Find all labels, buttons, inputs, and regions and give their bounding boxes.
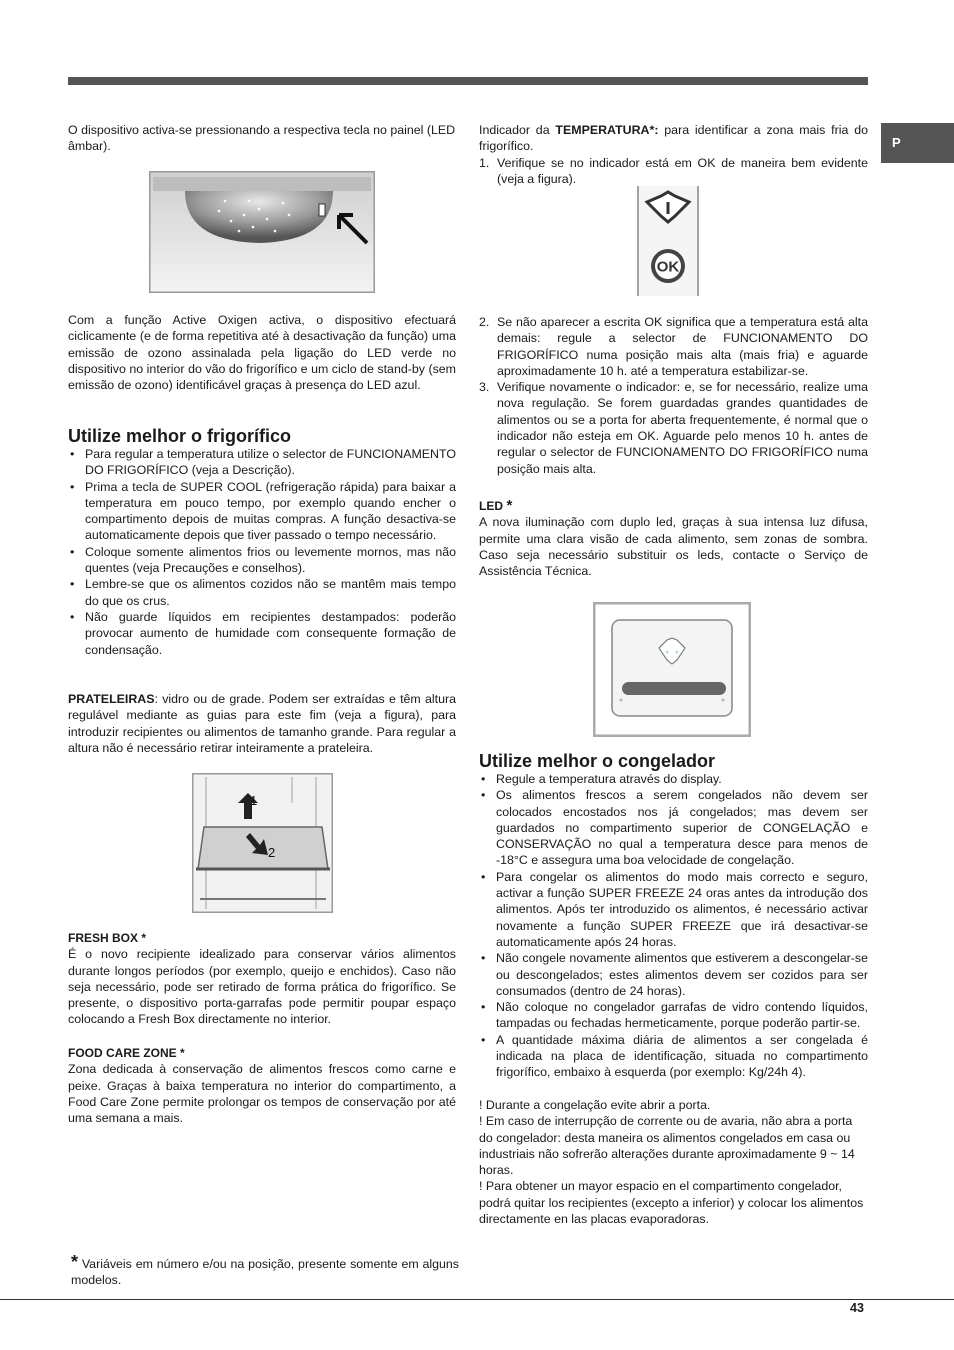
footer-rule bbox=[0, 1299, 954, 1300]
shelves-paragraph: PRATELEIRAS: vidro ou de grade. Podem ser extraídas e têm altura regulável mediante as guias para este fim (veja a figura), para introduzir recipientes ou alimentos de tamanho grande. Para regular a altura não é necessário retirar inteiramente a prateleira. bbox=[68, 692, 456, 755]
numbered-step bbox=[479, 155, 868, 188]
list-item: • Coloque somente alimentos frios ou levemente mornos, mas não quentes (veja Precauções e conselhos). bbox=[68, 544, 456, 577]
list-item: • Não coloque no congelador garrafas de vidro contendo líquidos, tampadas ou fechadas hermeticamente, porque poderão partir-se. bbox=[479, 999, 868, 1032]
numbered-step bbox=[479, 379, 868, 477]
language-tab: P bbox=[881, 123, 954, 163]
list-item: • Para regular a temperatura utilize o selector de FUNCIONAMENTO DO FRIGORÍFICO (veja a Descrição). bbox=[68, 446, 456, 479]
list-item: • Lembre-se que os alimentos cozidos não se mantêm mais tempo do que os crus. bbox=[68, 576, 456, 609]
fridge-bullet-list bbox=[68, 446, 456, 658]
foodcare-section: FOOD CARE ZONE * Zona dedicada à conservação de alimentos frescos como carne e peixe. Graças à baixa temperatura no interior do compartimento, a Food Care Zone permite prolongar os tempos de conservação por até uma semana a mais. bbox=[68, 1046, 456, 1126]
temperature-steps bbox=[479, 155, 868, 188]
active-oxigen-paragraph: Com a função Active Oxigen activa, o dispositivo efectuará ciclicamente (e de forma repetitiva até à desactivação da função) uma emissão de ozono assinalada pela ligação do LED verde no dispositivo no interior do vão do frigorífico e um ciclo de stand-by (sem emissão de ozono) identificável graças à presença do LED azul. bbox=[68, 313, 456, 393]
freezer-bullet-list bbox=[479, 771, 868, 1081]
temperature-label: TEMPERATURA bbox=[555, 123, 650, 137]
led-heading: LED bbox=[479, 499, 503, 513]
list-item: • Não guarde líquidos em recipientes destampados: poderão provocar aumento de humidade com consequente formação de condensação. bbox=[68, 609, 456, 658]
step-text: Se não aparecer a escrita OK significa que a temperatura está alta demais: regule a selector de FUNCIONAMENTO DO FRIGORÍFICO numa posição mais alta (mais fria) e aguarde aproximadamente 10 h. até a temperatura estabilizar-se. bbox=[497, 315, 868, 378]
ozone-device-figure bbox=[149, 171, 375, 293]
shelf-label-2: 2 bbox=[268, 845, 276, 860]
ok-indicator-figure bbox=[637, 186, 699, 296]
list-item: • Regule a temperatura através do display. bbox=[479, 771, 868, 787]
step-number: 1. bbox=[479, 155, 490, 170]
list-item: • A quantidade máxima diária de alimentos a ser congelada é indicada na placa de identificação, situada no compartimento frigorífico, embaixo à esquerda (por exemplo: Kg/24h 4). bbox=[479, 1032, 868, 1081]
led-section: LED * A nova iluminação com duplo led, graças à sua intensa luz difusa, permite uma clara visão de cada alimento, sem zonas de sombra. Caso seja necessário substituir os leds, contacte o Serviço de Assistência Técnica. bbox=[479, 497, 868, 579]
foodcare-heading: FOOD CARE ZONE * bbox=[68, 1046, 185, 1060]
footnote-star: * bbox=[71, 1252, 79, 1272]
warning-note: ! Para obtener un mayor espacio en el compartimento congelador, podrá quitar los recipientes (excepto a inferior) y colocar los alimentos directamente en las placas evaporadoras. bbox=[479, 1179, 864, 1227]
list-item: • Os alimentos frescos a serem congelados não devem ser colocados encostados nos já congelados; mas devem ser guardados no compartimento superior de CONGELAÇÃO e CONSERVAÇÃO no qual a temperatura desce para menos de -18°C e assegura uma boa velocidade de congelação. bbox=[479, 787, 868, 868]
footnote: * Variáveis em número e/ou na posição, presente somente em alguns modelos. bbox=[71, 1252, 459, 1288]
freezer-section bbox=[479, 751, 868, 1227]
led-panel-figure bbox=[593, 602, 751, 737]
list-item: • Para congelar os alimentos do modo mais correcto e seguro, activar a função SUPER FREEZE 24 oras antes da introdução dos alimentos. Após ter introduzido os alimentos, é necessário activar novamente a função SUPER FREEZE que irá desactivar-se automaticamente após 24 horas. bbox=[479, 869, 868, 950]
temperature-section: Indicador da TEMPERATURA*: para identificar a zona mais fria do frigorífico. 1. Verifique se no indicador está em OK de maneira bem evidente (veja a figura). bbox=[479, 123, 869, 186]
shelf-figure bbox=[192, 773, 333, 913]
list-item: • Não congele novamente alimentos que estiverem a descongelar-se ou descongelados; estes alimentos devem ser cozidos para ser consumados (dentro de 24 horas). bbox=[479, 950, 868, 999]
freshbox-heading: FRESH BOX * bbox=[68, 931, 147, 945]
freezer-heading: Utilize melhor o congelador bbox=[479, 751, 716, 771]
temperature-steps-cont bbox=[479, 314, 868, 477]
freezer-notes bbox=[479, 1097, 868, 1227]
fridge-heading: Utilize melhor o frigorífico bbox=[68, 426, 292, 446]
list-item: • Prima a tecla de SUPER COOL (refrigeração rápida) para baixar a temperatura em pouco tempo, por exemplo quando encher o compartimento depois de muitas compras. A função desactiva-se automaticamente depois que tiver passado o tempo necessário. bbox=[68, 479, 456, 544]
warning-note: ! Durante a congelação evite abrir a porta. bbox=[479, 1097, 711, 1112]
step-text: Verifique se no indicador está em OK de maneira bem evidente (veja a figura). bbox=[497, 155, 868, 186]
step-number: 2. bbox=[479, 315, 490, 329]
shelf-label-1: 1 bbox=[250, 793, 258, 808]
numbered-step bbox=[479, 314, 868, 379]
warning-note: ! Em caso de interrupção de corrente ou de avaria, não abra a porta do congelador: desta maneira os alimentos congelados em casa ou industriais não sofrerão alterações durante aproximadamente 9 ~ 14 horas. bbox=[479, 1114, 855, 1178]
shelves-label: PRATELEIRAS bbox=[68, 692, 155, 706]
ok-label: OK bbox=[656, 258, 680, 276]
header-bar bbox=[68, 77, 868, 85]
step-text: Verifique novamente o indicador: e, se for necessário, realize uma nova regulação. Se forem guardadas grandes quantidades de alimentos ou se a porta for aberta frequentemente, é normal que o indicador não esteja em OK. Aguarde pelo menos 10 h. antes de regular o selector de FUNCIONAMENTO DO FRIGORÍFICO numa posição mais alta. bbox=[497, 380, 868, 476]
intro-paragraph: O dispositivo activa-se pressionando a respectiva tecla no painel (LED âmbar). bbox=[68, 123, 456, 154]
temperature-steps-2 bbox=[479, 314, 868, 477]
step-number: 3. bbox=[479, 380, 490, 395]
page-number: 43 bbox=[850, 1301, 864, 1315]
freshbox-section: FRESH BOX * É o novo recipiente idealizado para conservar vários alimentos durante longos períodos (por exemplo, queijo e enchidos). Caso não seja necessário, pode ser retirado de forma prática do frigorífico. Se presente, o dispositivo porta-garrafas pode permitir poupar espaço colocando a Fresh Box directamente no interior. bbox=[68, 931, 456, 1027]
fridge-section bbox=[68, 426, 456, 658]
